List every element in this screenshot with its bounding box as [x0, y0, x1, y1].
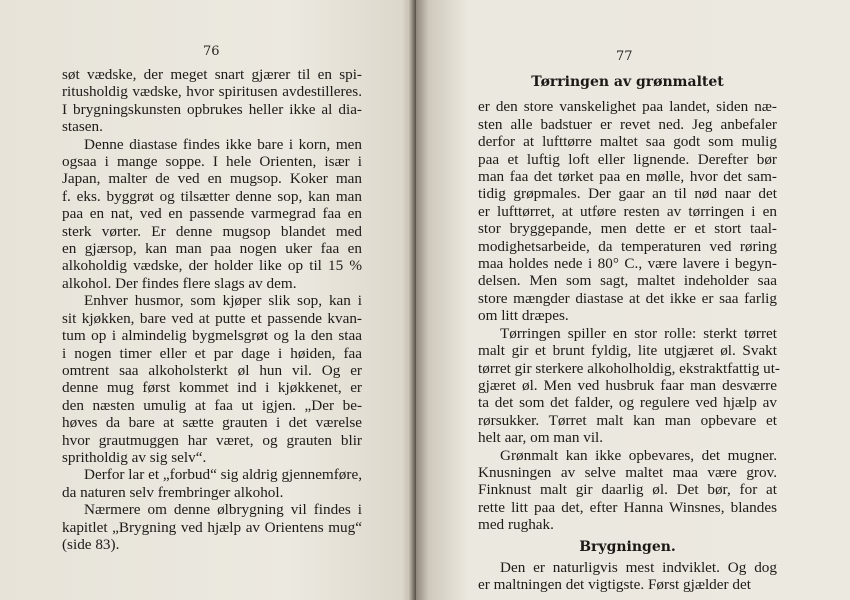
paragraph	[478, 98, 777, 324]
text-line: Grønmalt kan ikke opbevares, det mugner.	[500, 446, 777, 464]
text-line: stor bryggepande, men dette er et stort taal-	[478, 220, 777, 238]
text-line: da naturen selv frembringer alkohol.	[62, 483, 284, 501]
paragraph	[62, 466, 362, 501]
text-line: Enhver husmor, som kjøper slik sop, kan i	[84, 292, 362, 310]
text-line: maa holdes nede i 80° C., være lavere i begyn-	[478, 255, 777, 273]
text-line: ogsaa i mange soppe. I hele Orienten, især i	[62, 153, 362, 171]
text-line: I brygningskunsten opbrukes heller ikke al dia-	[62, 100, 362, 118]
text-line: sit kjøkken, bare ved at putte et passende kvan-	[62, 309, 362, 327]
left-page	[0, 0, 414, 600]
text-line: ta det som det falder, og regulere ved hjælp av	[478, 394, 777, 412]
text-line: Japan, malter de ved en mugsop. Koker man	[62, 170, 362, 188]
paragraph	[62, 501, 362, 553]
text-line: spritholdig av sig selv“.	[62, 448, 207, 466]
text-line: Denne diastase findes ikke bare i korn, men	[84, 135, 362, 153]
right-page-body	[478, 74, 780, 594]
text-line: er lufttørret, at utføre resten av tørringen i en	[478, 202, 777, 220]
text-line: ritusholdig vædske, hvor spiritusen avdestilleres.	[62, 83, 362, 101]
text-line: med rughak.	[478, 516, 554, 534]
text-line: malt gir et brunt fyldig, lite utgjæret øl. Svakt	[478, 342, 777, 360]
text-line: Knusningen av selve maltet maa være grov.	[478, 463, 777, 481]
text-line: f. eks. byggrøt og tilsætter denne sop, kan man	[62, 187, 362, 205]
left-page-body	[62, 66, 362, 553]
text-line: paa et luftig loft eller lignende. Derefter bør	[478, 150, 777, 168]
text-line: gjæret øl. Men ved husbruk faar man desværre	[478, 376, 777, 394]
text-line: er den store vanskelighet paa landet, siden næ-	[478, 98, 777, 116]
page-number-right: 77	[616, 49, 633, 64]
text-line: (side 83).	[62, 535, 120, 553]
text-line: søt vædske, der meget snart gjærer til en spi-	[62, 66, 362, 83]
text-line: paa en nat, ved en passende varmegrad faa en	[62, 205, 362, 223]
text-line: tum op i almindelig bygmelsgrøt og la den staa	[62, 327, 362, 345]
text-line: Finknust malt gir daarlig øl. Det bør, for at	[478, 481, 777, 499]
text-line: sterk vørter. Er denne mugsop blandet med	[62, 222, 362, 240]
text-line: Tørringen spiller en stor rolle: sterkt tørret	[500, 324, 777, 342]
text-line: store mængder diastase at det ikke er saa farlig	[478, 289, 777, 307]
text-line: stasen.	[62, 118, 103, 136]
text-line: sten alle badstuer er revet ned. Jeg anbefaler	[478, 115, 777, 133]
text-line: alkohol. Der findes flere slags av dem.	[62, 274, 297, 292]
text-line: derfor at lufttørre maltet saa godt som mulig	[478, 133, 777, 151]
text-line: Nærmere om denne ølbrygning vil findes i	[84, 501, 362, 519]
text-line: delsen. Men som sagt, maltet indeholder saa	[478, 272, 777, 290]
text-line: Den er naturligvis mest indviklet. Og dog	[500, 558, 777, 576]
section-heading-toerringen: Tørringen av grønmaltet	[531, 74, 724, 90]
text-line: i nogen timer eller et par dage i høiden, faa	[62, 344, 362, 362]
text-line: denne mug først kommet ind i kjøkkenet, er	[62, 379, 362, 397]
text-line: alkoholdig vædske, der holder like op til 15 %	[62, 257, 362, 275]
text-line: rørsukker. Tørret malt kan man opbevare et	[478, 411, 777, 429]
right-section-2-body	[478, 559, 777, 594]
page-number-left: 76	[203, 44, 220, 59]
paragraph	[478, 324, 780, 447]
text-line: man faa det tørket paa en mølle, hvor det sam-	[478, 168, 777, 186]
text-line: rette litt paa det, efter Hanna Winsnes, blandes	[478, 498, 777, 516]
text-line: tidig grøpmales. Der gaar an til nød naar det	[478, 185, 777, 203]
text-line: en gjærsop, kan man paa nogen uker faa en	[62, 240, 362, 258]
right-page	[416, 0, 850, 600]
section-heading-brygningen: Brygningen.	[579, 538, 676, 555]
text-line: om litt dræpes.	[478, 307, 569, 325]
paragraph	[62, 66, 362, 136]
paragraph	[478, 559, 777, 594]
right-section-1-body	[478, 98, 780, 534]
text-line: Derfor lar et „forbud“ sig aldrig gjennemføre,	[84, 466, 362, 484]
text-line: kapitlet „Brygning ved hjælp av Orientens mug“	[62, 518, 362, 536]
paragraph	[62, 136, 362, 293]
text-line: modighetsarbeide, da temperaturen ved røring	[478, 237, 777, 255]
text-line: omtrent saa alkoholsterkt øl hun vil. Og er	[62, 361, 362, 379]
text-line: helt aar, om man vil.	[478, 429, 604, 447]
text-line: høves da bare at sætte grauten i det værelse	[62, 414, 362, 432]
text-line: hvor grautmuggen har været, og grauten blir	[62, 431, 362, 449]
paragraph	[478, 447, 777, 534]
text-line: den næsten umulig at faa ut igjen. „Der be-	[62, 396, 362, 414]
text-line: er maltningen det vigtigste. Først gjælder det	[478, 576, 751, 594]
text-line: tørret gir sterkere alkoholholdig, ekstraktfattig ut-	[478, 359, 780, 377]
paragraph	[62, 292, 362, 466]
